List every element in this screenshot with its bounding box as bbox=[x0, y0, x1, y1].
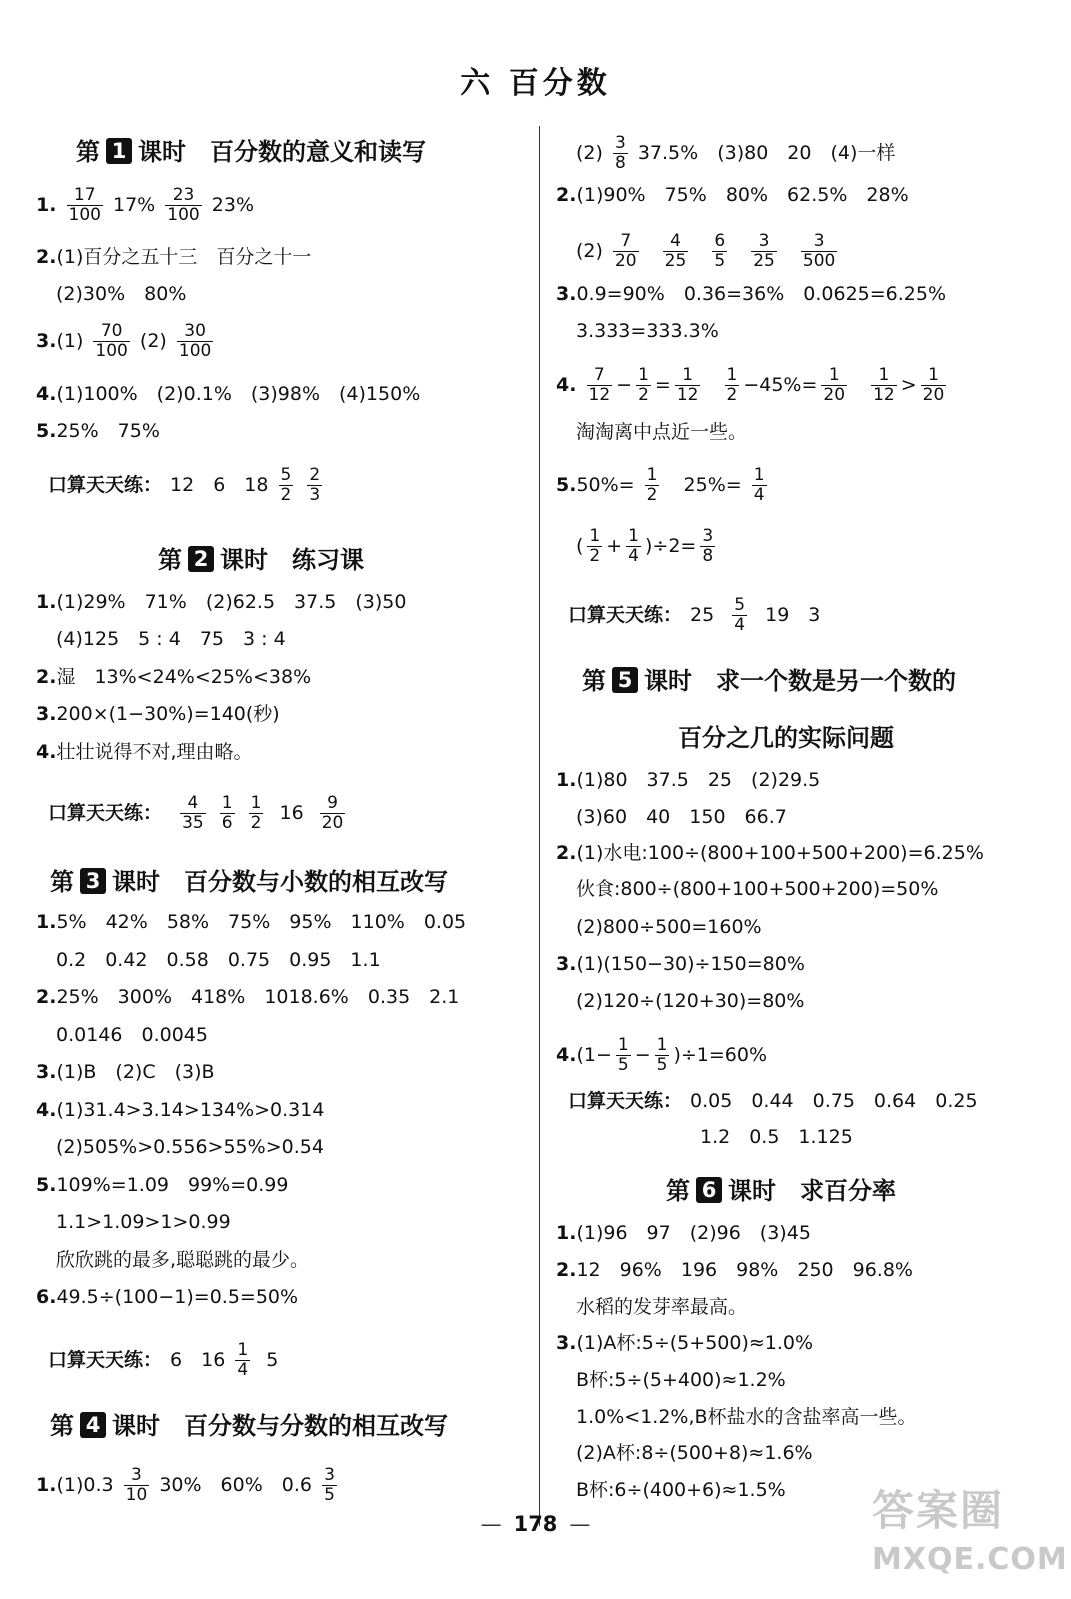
answer-line: 3.333=333.3% bbox=[576, 320, 719, 342]
fraction: $\frac{3}{8}$ bbox=[702, 526, 714, 566]
oral-practice: 口算天天练： 6 16 $\frac{1}{4}$ 5 bbox=[48, 1340, 279, 1380]
answer-line: (4)125 5 : 4 75 3 : 4 bbox=[56, 628, 286, 650]
lesson-4-heading: 第 4 课时 百分数与分数的相互改写 bbox=[50, 1411, 448, 1440]
fraction: $\frac{4}{25}$ bbox=[664, 231, 687, 271]
fraction: $\frac{1}{2}$ bbox=[726, 365, 738, 405]
fraction: $\frac{1}{12}$ bbox=[873, 365, 895, 405]
answer-line: (3)60 40 150 66.7 bbox=[576, 806, 787, 828]
answer-line: 2.(1)百分之五十三 百分之十一 bbox=[36, 246, 312, 268]
answer-line: 1.(1)29% 71% (2)62.5 37.5 (3)50 bbox=[36, 591, 407, 613]
lesson-number-badge: 2 bbox=[188, 546, 214, 572]
fraction: $\frac{3}{5}$ bbox=[324, 1465, 335, 1505]
answer-line: 1.(1)0.3 $\frac{3}{10}$ 30% 60% 0.6 $\frac{3}{5}$ bbox=[36, 1465, 335, 1505]
lesson-number-badge: 4 bbox=[80, 1412, 106, 1438]
answer-line: 4.(1)100% (2)0.1% (3)98% (4)150% bbox=[36, 383, 421, 405]
watermark-text: 答案圈 bbox=[872, 1486, 1005, 1535]
answer-line: 3.(1)B (2)C (3)B bbox=[36, 1061, 215, 1083]
fraction: $\frac{1}{5}$ bbox=[656, 1035, 668, 1075]
answer-line: 4.(1)31.4>3.14>134%>0.314 bbox=[36, 1099, 325, 1121]
fraction: $\frac{3}{500}$ bbox=[802, 231, 836, 271]
fraction: $\frac{1}{4}$ bbox=[237, 1340, 249, 1380]
fraction: $\frac{5}{2}$ bbox=[280, 465, 292, 505]
answer-line: 4. $\frac{7}{12}$ − $\frac{1}{2}$ = $\frac{1}{12}$ $\frac{1}{2}$ −45%= $\frac{1}{20}$ $\frac{1}{12}$ > $\frac{1}{20}$ bbox=[556, 365, 945, 405]
answer-line: 3.(1)(150−30)÷150=80% bbox=[556, 953, 805, 975]
fraction: $\frac{23}{100}$ bbox=[167, 185, 200, 225]
lesson-number-badge: 6 bbox=[696, 1177, 722, 1203]
lesson-3-heading: 第 3 课时 百分数与小数的相互改写 bbox=[50, 867, 448, 896]
lesson-prefix: 第 bbox=[76, 137, 100, 166]
oral-practice: 口算天天练： $\frac{4}{35}$ $\frac{1}{6}$ $\frac{1}{2}$ 16 $\frac{9}{20}$ bbox=[48, 793, 344, 833]
answer-line: (2)30% 80% bbox=[56, 283, 187, 305]
answer-line: 5.25% 75% bbox=[36, 420, 160, 442]
fraction: $\frac{7}{20}$ bbox=[614, 231, 637, 271]
answer-line: 3.(1) $\frac{70}{100}$ (2) $\frac{30}{100}$ bbox=[36, 321, 212, 361]
lesson-ks: 课时 bbox=[138, 137, 186, 166]
answer-line: 0.2 0.42 0.58 0.75 0.95 1.1 bbox=[56, 949, 381, 971]
fraction: $\frac{3}{8}$ bbox=[614, 133, 626, 173]
answer-line: 2.湿 13%<24%<25%<38% bbox=[36, 666, 312, 688]
lesson-2-heading: 第 2 课时 练习课 bbox=[158, 545, 364, 574]
answer-line: 4.壮壮说得不对,理由略。 bbox=[36, 741, 253, 763]
fraction: $\frac{5}{4}$ bbox=[734, 595, 746, 635]
lesson-6-heading: 第 6 课时 求百分率 bbox=[666, 1176, 896, 1205]
watermark-url: MXQE.COM bbox=[872, 1542, 1068, 1577]
answer-line: (2)A杯:8÷(500+8)≈1.6% bbox=[576, 1442, 813, 1464]
fraction: $\frac{1}{5}$ bbox=[617, 1035, 629, 1075]
answer-line: 2.25% 300% 418% 1018.6% 0.35 2.1 bbox=[36, 986, 460, 1008]
lesson-5-heading: 第 5 课时 求一个数是另一个数的 bbox=[582, 666, 956, 695]
answer-line: 2.(1)水电:100÷(800+100+500+200)=6.25% bbox=[556, 842, 984, 864]
fraction: $\frac{2}{3}$ bbox=[309, 465, 321, 505]
fraction: $\frac{17}{100}$ bbox=[68, 185, 101, 225]
fraction: $\frac{3}{10}$ bbox=[125, 1465, 148, 1505]
fraction: $\frac{1}{2}$ bbox=[589, 526, 601, 566]
answer-line: 1.1>1.09>1>0.99 bbox=[56, 1211, 231, 1233]
answer-line: 5.50%= $\frac{1}{2}$ 25%= $\frac{1}{4}$ bbox=[556, 465, 765, 505]
page-title: 六 百分数 bbox=[460, 66, 611, 101]
answer-line: 3.(1)A杯:5÷(5+500)≈1.0% bbox=[556, 1332, 814, 1354]
fraction: $\frac{6}{5}$ bbox=[714, 231, 726, 271]
oral-practice: 口算天天练： 0.05 0.44 0.75 0.64 0.25 bbox=[568, 1090, 978, 1112]
answer-line: 1.5% 42% 58% 75% 95% 110% 0.05 bbox=[36, 911, 467, 933]
answer-line: B杯:5÷(5+400)≈1.2% bbox=[576, 1369, 786, 1391]
fraction: $\frac{1}{2}$ bbox=[250, 793, 262, 833]
watermark-logo bbox=[872, 1478, 1068, 1590]
answer-line: ( $\frac{1}{2}$ + $\frac{1}{4}$ )÷2= $\frac{3}{8}$ bbox=[576, 526, 714, 566]
answer-line: 2.12 96% 196 98% 250 96.8% bbox=[556, 1259, 913, 1281]
answer-line: 欣欣跳的最多,聪聪跳的最少。 bbox=[56, 1249, 310, 1271]
fraction: $\frac{9}{20}$ bbox=[321, 793, 344, 833]
answer-line: 6.49.5÷(100−1)=0.5=50% bbox=[36, 1286, 299, 1308]
answer-line: (2) $\frac{3}{8}$ 37.5% (3)80 20 (4)一样 bbox=[576, 133, 896, 173]
answer-line: 1.0%<1.2%,B杯盐水的含盐率高一些。 bbox=[576, 1406, 917, 1428]
oral-practice: 口算天天练： 25 $\frac{5}{4}$ 19 3 bbox=[568, 595, 821, 635]
column-divider bbox=[539, 126, 540, 1526]
fraction: $\frac{7}{12}$ bbox=[588, 365, 611, 405]
answer-line: 4.(1− $\frac{1}{5}$ − $\frac{1}{5}$ )÷1=60% bbox=[556, 1035, 768, 1075]
lesson-number-badge: 3 bbox=[80, 868, 106, 894]
fraction: $\frac{1}{4}$ bbox=[753, 465, 765, 505]
answer-line: 1. $\frac{17}{100}$ 17% $\frac{23}{100}$ 23% bbox=[36, 185, 255, 225]
page-number: — 178 — bbox=[480, 1512, 591, 1536]
answer-line: 淘淘离中点近一些。 bbox=[576, 421, 748, 443]
answer-line: 1.(1)80 37.5 25 (2)29.5 bbox=[556, 769, 821, 791]
oral-practice-line2: 1.2 0.5 1.125 bbox=[700, 1126, 853, 1148]
oral-practice: 口算天天练： 12 6 18 $\frac{5}{2}$ $\frac{2}{3}$ bbox=[48, 465, 321, 505]
fraction: $\frac{1}{2}$ bbox=[638, 365, 649, 405]
answer-line: B杯:6÷(400+6)≈1.5% bbox=[576, 1479, 786, 1501]
answer-line: 0.0146 0.0045 bbox=[56, 1024, 208, 1046]
answer-line: 水稻的发芽率最高。 bbox=[576, 1296, 748, 1318]
lesson-5-heading-line2: 百分之几的实际问题 bbox=[678, 723, 894, 752]
answer-line: (2) $\frac{7}{20}$ $\frac{4}{25}$ $\frac{6}{5}$ $\frac{3}{25}$ $\frac{3}{500}$ bbox=[576, 231, 836, 271]
lesson-number-badge: 5 bbox=[612, 667, 638, 693]
answer-line: (2)120÷(120+30)=80% bbox=[576, 990, 805, 1012]
lesson-title: 百分数的意义和读写 bbox=[210, 137, 426, 166]
fraction: $\frac{30}{100}$ bbox=[178, 321, 212, 361]
fraction: $\frac{1}{6}$ bbox=[221, 793, 233, 833]
answer-line: 2.(1)90% 75% 80% 62.5% 28% bbox=[556, 184, 909, 206]
fraction: $\frac{1}{12}$ bbox=[676, 365, 699, 405]
lesson-number-badge: 1 bbox=[106, 138, 132, 164]
answer-line: 3.0.9=90% 0.36=36% 0.0625=6.25% bbox=[556, 283, 947, 305]
answer-line: (2)800÷500=160% bbox=[576, 916, 762, 938]
fraction: $\frac{1}{2}$ bbox=[646, 465, 658, 505]
fraction: $\frac{1}{20}$ bbox=[922, 365, 945, 405]
answer-line: (2)505%>0.556>55%>0.54 bbox=[56, 1136, 324, 1158]
fraction: $\frac{1}{20}$ bbox=[823, 365, 846, 405]
fraction: $\frac{70}{100}$ bbox=[95, 321, 128, 361]
fraction: $\frac{1}{4}$ bbox=[628, 526, 639, 566]
fraction: $\frac{3}{25}$ bbox=[753, 231, 775, 271]
answer-line: 伙食:800÷(800+100+500+200)=50% bbox=[576, 878, 939, 900]
answer-line: 1.(1)96 97 (2)96 (3)45 bbox=[556, 1222, 811, 1244]
lesson-1-heading bbox=[76, 132, 426, 167]
fraction: $\frac{4}{35}$ bbox=[182, 793, 204, 833]
answer-line: 5.109%=1.09 99%=0.99 bbox=[36, 1174, 289, 1196]
answer-line: 3.200×(1−30%)=140(秒) bbox=[36, 703, 280, 725]
